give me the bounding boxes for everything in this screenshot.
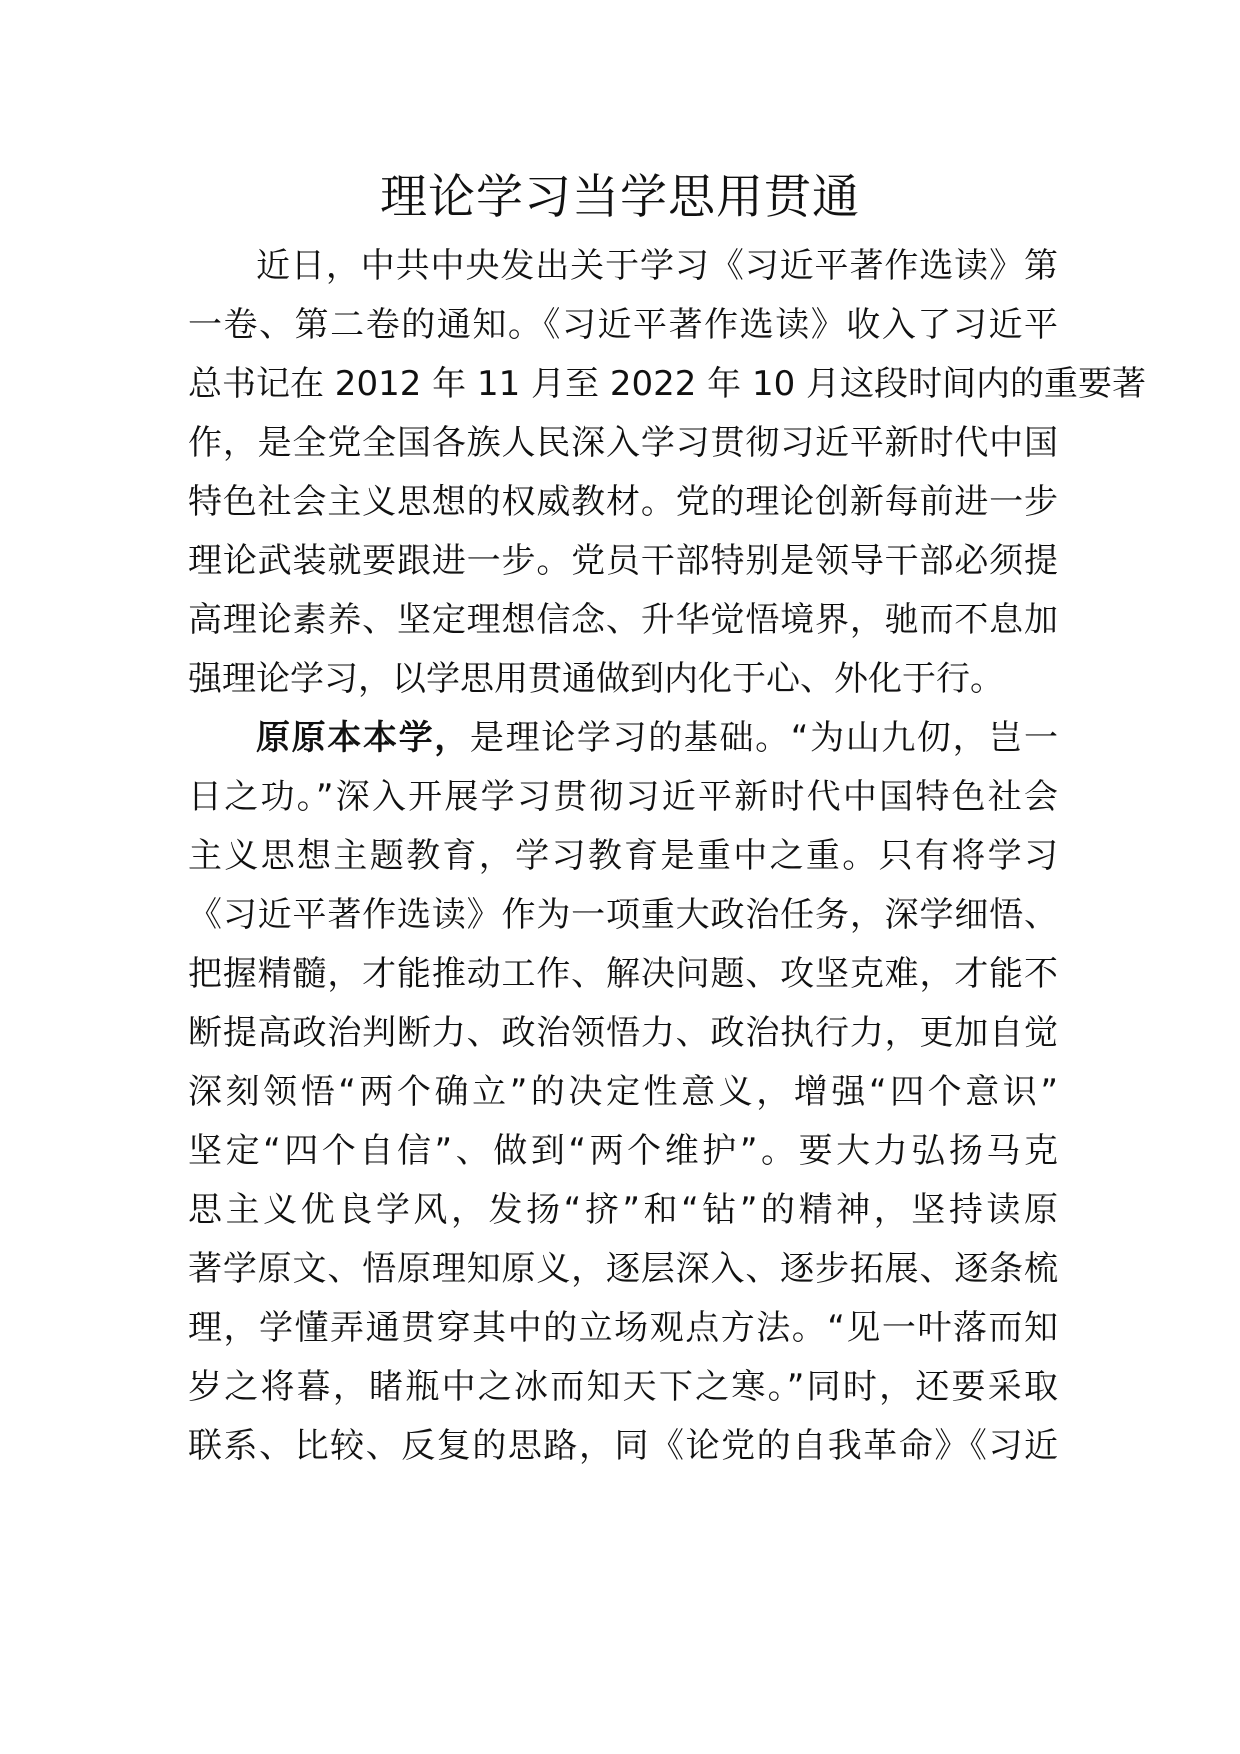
text-line: 岁之将暮，睹瓶中之冰而知天下之寒。”同时，还要采取 [188, 1367, 1058, 1407]
text-line: 深刻领悟“两个确立”的决定性意义，增强“四个意识” [188, 1072, 1058, 1112]
text-line: 近日，中共中央发出关于学习《习近平著作选读》第 [256, 246, 1058, 286]
text-line: 作，是全党全国各族人民深入学习贯彻习近平新时代中国 [188, 423, 1058, 463]
text-line: 特色社会主义思想的权威教材。党的理论创新每前进一步 [188, 482, 1058, 522]
text-line: 主义思想主题教育，学习教育是重中之重。只有将学习 [188, 836, 1058, 876]
text-line: 《习近平著作选读》作为一项重大政治任务，深学细悟、 [188, 895, 1058, 935]
document-title: 理论学习当学思用贯通 [380, 170, 860, 225]
text-line: 强理论学习，以学思用贯通做到内化于心、外化于行。 [188, 659, 1004, 699]
text-line: 高理论素养、坚定理想信念、升华觉悟境界，驰而不息加 [188, 600, 1058, 640]
text-line: 总书记在 2012 年 11 月至 2022 年 10 月这段时间内的重要著 [188, 364, 1147, 404]
text-span: 是理论学习的基础。“为山九仞，岂一 [469, 718, 1058, 758]
text-line: 一卷、第二卷的通知。《习近平著作选读》收入了习近平 [188, 305, 1058, 345]
text-line: 思主义优良学风，发扬“挤”和“钻”的精神，坚持读原 [188, 1190, 1058, 1230]
text-line: 日之功。”深入开展学习贯彻习近平新时代中国特色社会 [188, 777, 1058, 817]
paragraph-2-first-line [256, 705, 1058, 771]
text-line: 理，学懂弄通贯穿其中的立场观点方法。“见一叶落而知 [188, 1308, 1058, 1348]
lead-phrase: 原原本本学， [256, 718, 470, 758]
text-line: 联系、比较、反复的思路，同《论党的自我革命》《习近 [188, 1426, 1058, 1466]
text-line: 坚定“四个自信”、做到“两个维护”。要大力弘扬马克 [188, 1131, 1058, 1171]
text-line: 断提高政治判断力、政治领悟力、政治执行力，更加自觉 [188, 1013, 1058, 1053]
text-line: 理论武装就要跟进一步。党员干部特别是领导干部必须提 [188, 541, 1058, 581]
text-line: 著学原文、悟原理知原义，逐层深入、逐步拓展、逐条梳 [188, 1249, 1058, 1289]
text-line: 把握精髓，才能推动工作、解决问题、攻坚克难，才能不 [188, 954, 1058, 994]
